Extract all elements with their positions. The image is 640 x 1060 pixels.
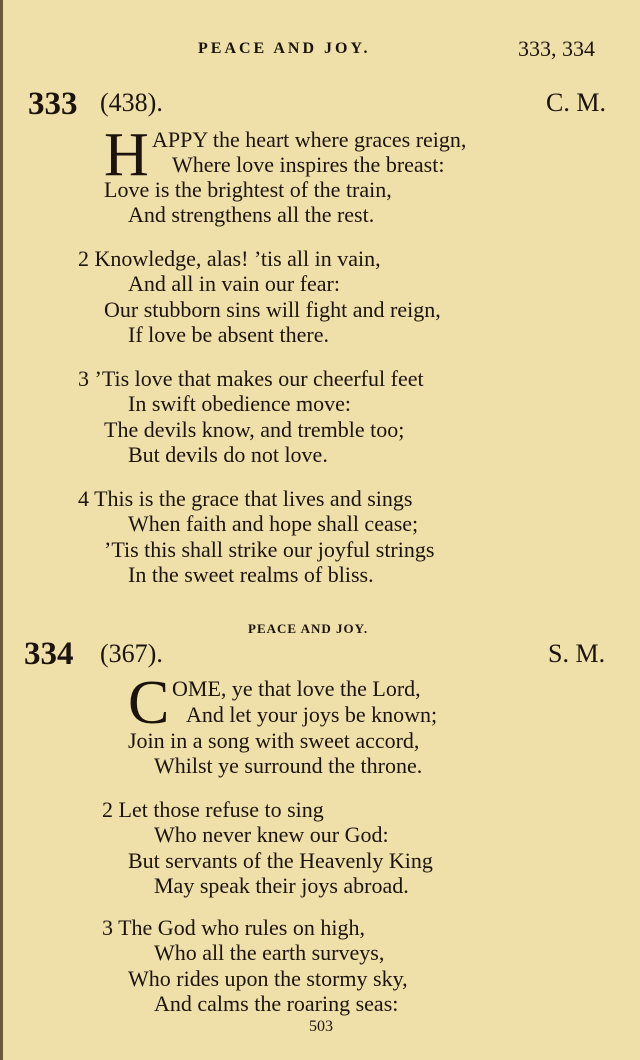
hymn-333-line: ’Tis this shall strike our joyful strings	[104, 537, 435, 562]
hymn-334-subtitle: PEACE AND JOY.	[248, 621, 369, 636]
hymn-334-line: Who never knew our God:	[154, 822, 389, 847]
hymn-334-line: Who all the earth surveys,	[154, 940, 385, 965]
page-number: 503	[309, 1018, 333, 1035]
hymn-333-meter: C. M.	[546, 88, 606, 117]
hymn-333-line: And all in vain our fear:	[128, 271, 340, 296]
hymn-333-line: 2 Knowledge, alas! ’tis all in vain,	[78, 246, 381, 271]
hymn-333-line: 3 ’Tis love that makes our cheerful feet	[78, 366, 424, 391]
hymn-334-line: Whilst ye surround the throne.	[154, 753, 423, 778]
hymn-333-line: But devils do not love.	[128, 442, 328, 467]
hymn-334-meter: S. M.	[548, 639, 606, 668]
hymn-333-line: And strengthens all the rest.	[128, 202, 375, 227]
hymn-334-dropcap: C	[128, 669, 170, 737]
hymn-333-line: The devils know, and tremble too;	[104, 417, 405, 442]
hymn-334-line: Join in a song with sweet accord,	[128, 728, 420, 753]
hymn-333-line: Our stubborn sins will fight and reign,	[104, 297, 441, 322]
running-title: PEACE AND JOY.	[198, 40, 371, 57]
hymn-333-line: APPY the heart where graces reign,	[152, 127, 467, 152]
hymn-334-original-number: (367).	[100, 639, 163, 668]
hymn-334-number: 334	[24, 636, 74, 672]
running-hymn-numbers: 333, 334	[518, 36, 595, 61]
hymn-333-line: When faith and hope shall cease;	[128, 511, 419, 536]
hymn-334-line: And calms the roaring seas:	[154, 991, 399, 1016]
hymn-334-line: And let your joys be known;	[186, 702, 438, 727]
hymn-333-line: Love is the brightest of the train,	[104, 177, 392, 202]
page-edge	[0, 0, 3, 1060]
hymn-333-original-number: (438).	[100, 88, 163, 117]
hymn-333-line: In swift obedience move:	[128, 391, 351, 416]
hymn-333-line: 4 This is the grace that lives and sings	[78, 486, 413, 511]
hymn-333-line: If love be absent there.	[128, 322, 329, 347]
hymn-333-number: 333	[28, 86, 78, 122]
hymn-333-line: Where love inspires the breast:	[172, 152, 445, 177]
hymn-333-line: In the sweet realms of bliss.	[128, 562, 374, 587]
hymn-334-line: 3 The God who rules on high,	[102, 915, 365, 940]
hymn-334-line: OME, ye that love the Lord,	[172, 676, 421, 701]
hymn-334-line: But servants of the Heavenly King	[128, 848, 433, 873]
hymn-334-line: May speak their joys abroad.	[154, 873, 409, 898]
hymn-334-line: Who rides upon the stormy sky,	[128, 966, 408, 991]
hymn-333-dropcap: H	[104, 121, 149, 189]
hymn-334-line: 2 Let those refuse to sing	[102, 797, 324, 822]
